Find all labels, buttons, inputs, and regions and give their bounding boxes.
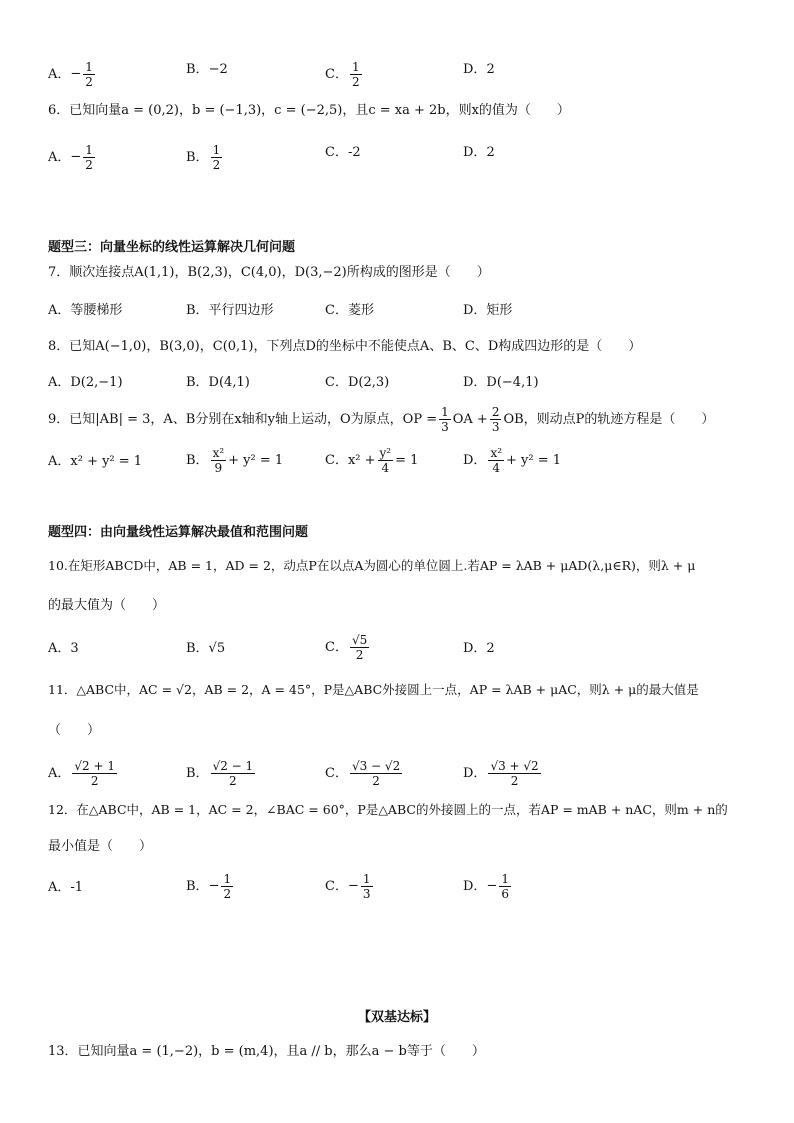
- question-6-stem: 6．已知向量a = (0,2)，b = (−1,3)，c = (−2,5)，且c = xa + 2b，则x的值为（ ）: [48, 103, 570, 118]
- q9-option-d[interactable]: D． $\frac{\text{x²}}{4}$ + y² = 1: [463, 446, 562, 475]
- question-13-stem: 13．已知向量a = (1,−2)，b = (m,4)，且a // b，那么a − b等于（ ）: [48, 1044, 485, 1059]
- q12-option-c[interactable]: C．− $\frac{1}{3}$: [325, 872, 371, 901]
- question-12-stem-line2: 最小值是（ ）: [48, 839, 153, 854]
- q8-option-c[interactable]: C．D(2,3): [325, 375, 390, 390]
- fraction: $\frac{1}{3}$: [441, 405, 449, 434]
- q8-option-b[interactable]: B．D(4,1): [186, 375, 250, 390]
- q5-option-c[interactable]: C． $\frac{1}{2}$: [325, 60, 360, 89]
- q6-option-c[interactable]: C．-2: [325, 145, 361, 160]
- fraction: $\frac{\text{x²}}{9}$: [212, 446, 225, 475]
- q9-option-c[interactable]: C．x² + $\frac{\text{y²}}{4}$ = 1: [325, 446, 419, 475]
- fraction: $\frac{√3 + √2}{2}$: [490, 759, 539, 788]
- section-heading-3: 题型三：向量坐标的线性运算解决几何问题: [48, 240, 296, 255]
- question-8-stem: 8．已知A(−1,0)，B(3,0)，C(0,1)，下列点D的坐标中不能使点A、B、C、D构成四边形的是（ ）: [48, 339, 642, 354]
- fraction: $\frac{1}{3}$: [362, 872, 371, 901]
- q10-option-b[interactable]: B．√5: [186, 641, 226, 656]
- q12-option-a[interactable]: A．-1: [48, 880, 84, 895]
- q7-option-c[interactable]: C．菱形: [325, 303, 374, 318]
- q11-option-a[interactable]: A． $\frac{√2 + 1}{2}$: [48, 759, 115, 788]
- q11-option-d[interactable]: D． $\frac{√3 + √2}{2}$: [463, 759, 539, 788]
- fraction: $\frac{1}{2}$: [351, 60, 360, 89]
- fraction: $\frac{1}{2}$: [212, 143, 221, 172]
- question-9-stem: 9．已知|AB| = 3，A、B分别在x轴和y轴上运动，O为原点，OP = $\frac{1}{3}$ OA + $\frac{2}{3}$ OB，则动点P的轨迹方程是（ ）: [48, 405, 715, 434]
- question-11-stem-line2: （ ）: [48, 723, 101, 738]
- q9-option-b[interactable]: B． $\frac{\text{x²}}{9}$ + y² = 1: [186, 446, 284, 475]
- section-heading-4: 题型四：由向量线性运算解决最值和范围问题: [48, 525, 309, 540]
- section-heading-basics: 【双基达标】: [357, 1010, 436, 1025]
- q10-option-a[interactable]: A．3: [48, 641, 79, 656]
- q10-option-c[interactable]: C． $\frac{√5}{2}$: [325, 633, 368, 662]
- q6-option-b[interactable]: B． $\frac{1}{2}$: [186, 143, 221, 172]
- fraction: $\frac{√5}{2}$: [351, 633, 368, 662]
- fraction: $\frac{\text{x²}}{4}$: [490, 446, 503, 475]
- question-11-stem-line1: 11．△ABC中，AC = √2，AB = 2，A = 45°，P是△ABC外接圆上一点，AP = λAB + μAC，则λ + μ的最大值是: [48, 682, 699, 697]
- fraction: $\frac{√2 - 1}{2}$: [212, 759, 254, 788]
- fraction: $\frac{1}{6}$: [501, 872, 509, 901]
- question-10-stem-line1: 10.在矩形ABCD中，AB = 1，AD = 2，动点P在以点A为圆心的单位圆上.若AP = λAB + μAD(λ,μ∈R)，则λ + μ: [48, 558, 696, 573]
- q6-option-d[interactable]: D．2: [463, 145, 495, 160]
- q9-option-a[interactable]: A．x² + y² = 1: [48, 454, 143, 469]
- q6-option-a[interactable]: A．− $\frac{1}{2}$: [48, 143, 93, 172]
- q11-option-c[interactable]: C． $\frac{√3 - √2}{2}$: [325, 759, 401, 788]
- q7-option-b[interactable]: B．平行四边形: [186, 303, 274, 318]
- question-10-stem-line2: 的最大值为（ ）: [48, 598, 166, 613]
- fraction: $\frac{1}{2}$: [85, 60, 93, 89]
- q5-option-d[interactable]: D．2: [463, 62, 495, 77]
- question-7-stem: 7．顺次连接点A(1,1)，B(2,3)，C(4,0)，D(3,−2)所构成的图形是（ ）: [48, 265, 490, 280]
- q12-option-d[interactable]: D．− $\frac{1}{6}$: [463, 872, 509, 901]
- fraction: $\frac{1}{2}$: [223, 872, 232, 901]
- q10-option-d[interactable]: D．2: [463, 641, 495, 656]
- fraction: $\frac{√3 - √2}{2}$: [351, 759, 401, 788]
- fraction: $\frac{√2 + 1}{2}$: [74, 759, 115, 788]
- fraction: $\frac{\text{y²}}{4}$: [379, 446, 392, 475]
- question-12-stem-line1: 12．在△ABC中，AB = 1，AC = 2，∠BAC = 60°，P是△ABC的外接圆上的一点，若AP = mAB + nAC，则m + n的: [48, 802, 728, 817]
- fraction: $\frac{2}{3}$: [491, 405, 500, 434]
- q5-option-a[interactable]: A．− $\frac{1}{2}$: [48, 60, 93, 89]
- q8-option-d[interactable]: D．D(−4,1): [463, 375, 539, 390]
- q11-option-b[interactable]: B． $\frac{√2 - 1}{2}$: [186, 759, 254, 788]
- q7-option-d[interactable]: D．矩形: [463, 303, 513, 318]
- q12-option-b[interactable]: B．− $\frac{1}{2}$: [186, 872, 232, 901]
- fraction: $\frac{1}{2}$: [85, 143, 93, 172]
- q5-option-b[interactable]: B．−2: [186, 62, 228, 77]
- q7-option-a[interactable]: A．等腰梯形: [48, 303, 123, 318]
- q8-option-a[interactable]: A．D(2,−1): [48, 375, 123, 390]
